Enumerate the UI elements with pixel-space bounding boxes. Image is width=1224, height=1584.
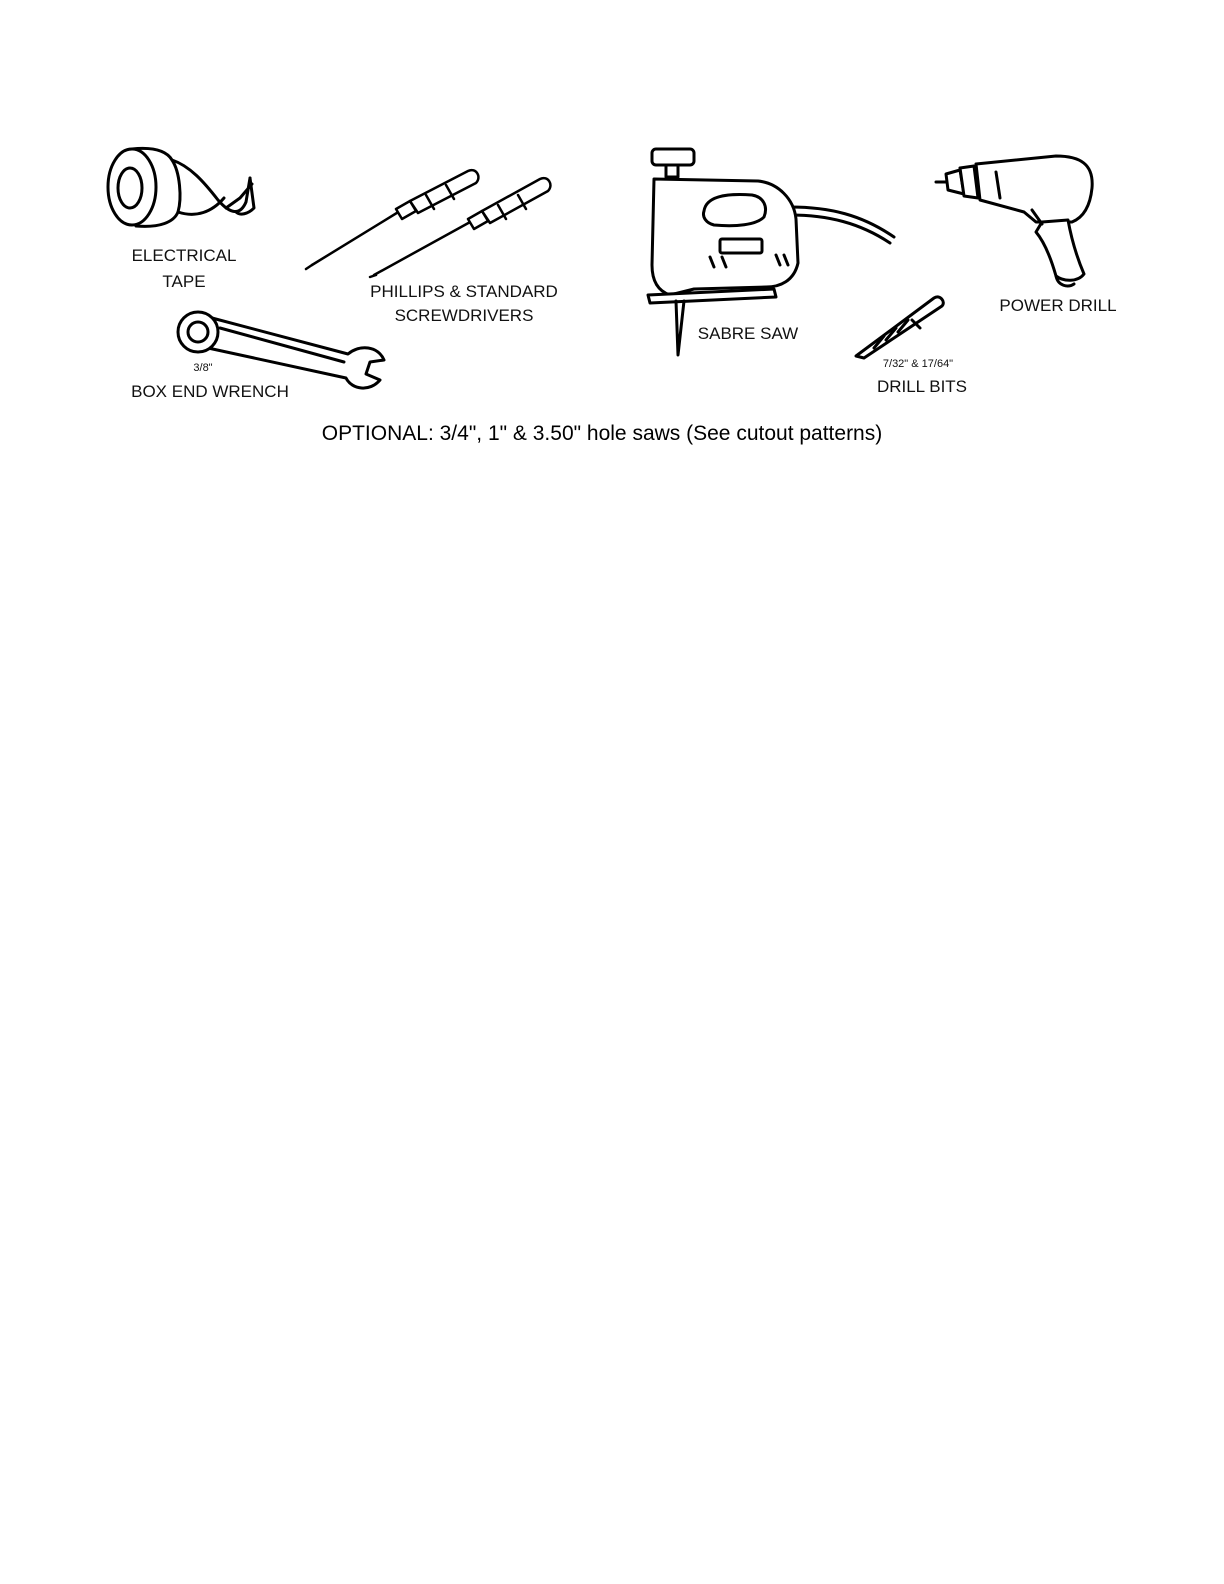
drill-bits-label: DRILL BITS: [876, 377, 968, 396]
electrical-tape-label-line1: ELECTRICAL: [131, 246, 237, 265]
box-end-wrench-label: BOX END WRENCH: [131, 382, 289, 401]
sabre-saw-label: SABRE SAW: [697, 324, 799, 343]
screwdrivers-label-line2: SCREWDRIVERS: [394, 306, 534, 325]
drill-bits-size-label: 7/32" & 17/64": [882, 358, 954, 370]
optional-hole-saws-note: OPTIONAL: 3/4", 1" & 3.50" hole saws (See cutout patterns): [321, 422, 883, 445]
electrical-tape-icon: [100, 138, 270, 248]
drill-bits-icon: [850, 292, 950, 362]
screwdrivers-label-line1: PHILLIPS & STANDARD: [370, 282, 558, 301]
power-drill-icon: [932, 152, 1102, 292]
power-drill-label: POWER DRILL: [999, 296, 1117, 315]
wrench-size-label: 3/8": [193, 362, 213, 374]
electrical-tape-label: [114, 246, 254, 292]
electrical-tape-label-line2: TAPE: [162, 272, 206, 291]
screwdrivers-icon: [300, 165, 565, 280]
